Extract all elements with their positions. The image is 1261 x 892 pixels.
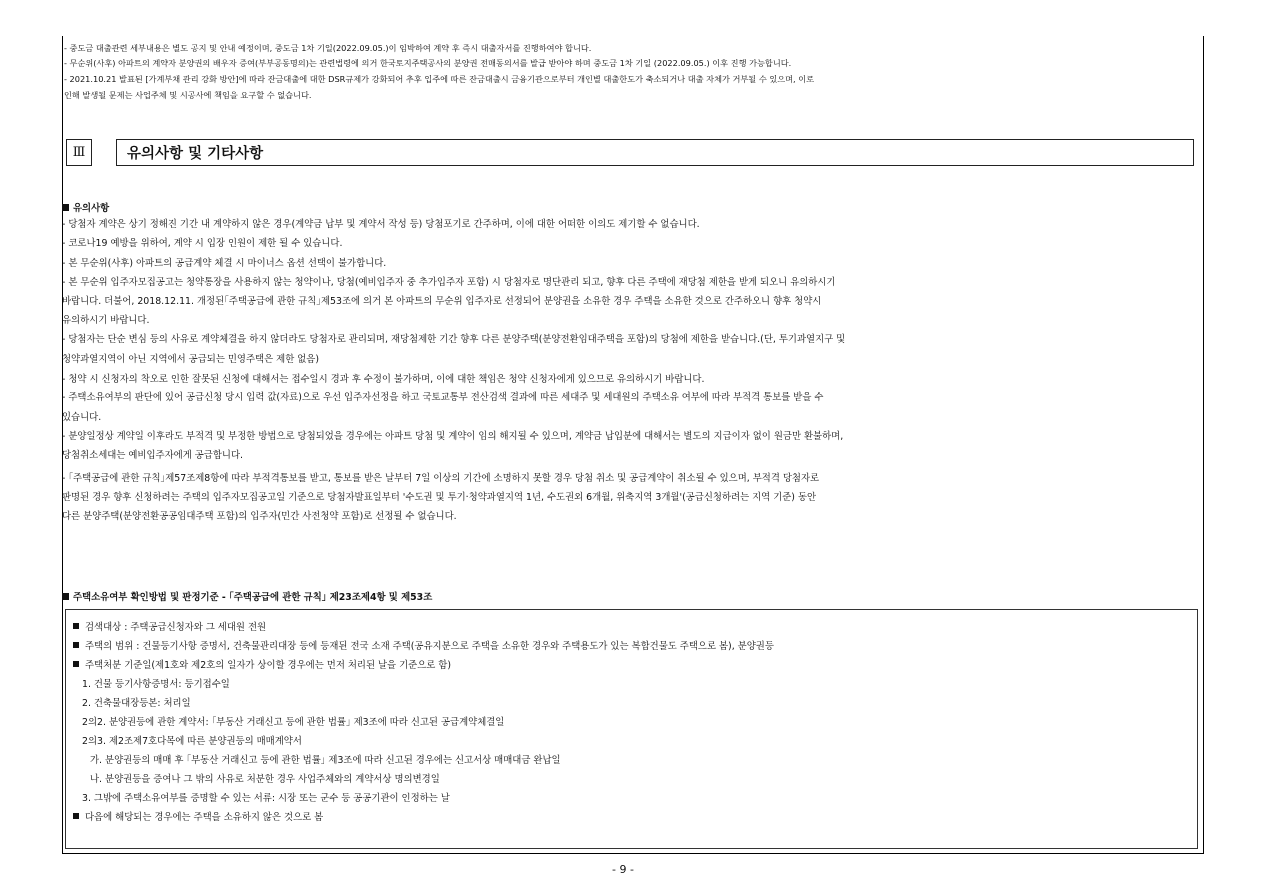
- caution-line: - 본 무순위 입주자모집공고는 청약통장을 사용하지 않는 청약이나, 당첨(예비입주자 중 추가입주자 포함) 시 당첨자로 명단관리 되고, 향후 다른 주택에 재당첨 제한을 받게 되오니 유의하시기: [62, 277, 836, 288]
- criteria-line: 주택처분 기준일(제1호와 제2호의 일자가 상이할 경우에는 먼저 처리된 날을 기준으로 함): [73, 657, 451, 671]
- caution-line: 당첨취소세대는 예비입주자에게 공급합니다.: [62, 450, 244, 461]
- caution-line: 유의하시기 바랍니다.: [62, 315, 150, 326]
- top-note-line: 인해 발생될 문제는 사업주체 및 시공사에 책임을 요구할 수 없습니다.: [64, 90, 312, 100]
- caution-line: 바랍니다. 더불어, 2018.12.11. 개정된｢주택공급에 관한 규칙｣제53조에 의거 본 아파트의 무순위 입주자로 선정되어 분양권을 소유한 경우 주택을 소유한 것으로 간주하오니 향후 청약시: [62, 296, 822, 307]
- square-bullet-icon: [73, 813, 79, 819]
- caution-line: - 청약 시 신청자의 착오로 인한 잘못된 신청에 대해서는 접수일시 경과 후 수정이 불가하며, 이에 대한 책임은 청약 신청자에게 있으므로 유의하시기 바랍니다.: [62, 374, 705, 385]
- caution-line: 판명된 경우 향후 신청하려는 주택의 입주자모집공고일 기준으로 당첨자발표일부터 '수도권 및 투기·청약과열지역 1년, 수도권외 6개월, 위축지역 3개월'(공급신청하려는 지역 기준) 동안: [62, 492, 817, 503]
- caution-line: - 코로나19 예방을 위하여, 계약 시 입장 인원이 제한 될 수 있습니다.: [62, 238, 343, 249]
- cautions-heading: 유의사항: [62, 200, 109, 214]
- top-note-line: - 중도금 대출관련 세부내용은 별도 공지 및 안내 예정이며, 중도금 1차 기일(2022.09.05.)이 임박하여 계약 후 즉시 대출자서를 진행하여야 합니다.: [64, 43, 592, 53]
- square-bullet-icon: [62, 593, 69, 600]
- caution-line: - 본 무순위(사후) 아파트의 공급계약 체결 시 마이너스 옵션 선택이 불가합니다.: [62, 258, 387, 269]
- ownership-heading: 주택소유여부 확인방법 및 판정기준 - ｢주택공급에 관한 규칙｣ 제23조제4항 및 제53조: [62, 589, 432, 603]
- square-bullet-icon: [62, 204, 69, 211]
- section-number: Ⅲ: [66, 139, 92, 166]
- caution-line: - 당첨자 계약은 상기 정해진 기간 내 계약하지 않은 경우(계약금 납부 및 계약서 작성 등) 당첨포기로 간주하며, 이에 대한 어떠한 이의도 제기할 수 없습니다.: [62, 219, 700, 230]
- top-note-line: - 무순위(사후) 아파트의 계약자 분양권의 배우자 증여(부부공동명의)는 관련법령에 의거 한국토지주택공사의 분양권 전매동의서를 발급 받아야 하며 중도금 1차 기일 (2022.09.05.) 이후 진행 가능합니다.: [64, 58, 792, 68]
- page-number: - 9 -: [612, 863, 634, 876]
- caution-line: - ｢주택공급에 관한 규칙｣제57조제8항에 따라 부적격통보를 받고, 통보를 받은 날부터 7일 이상의 기간에 소명하지 못할 경우 당첨 취소 및 공급계약이 취소될 수 있으며, 부적격 당첨자로: [62, 473, 820, 484]
- caution-line: - 분양일정상 계약일 이후라도 부적격 및 부정한 방법으로 당첨되었을 경우에는 아파트 당첨 및 계약이 임의 해지될 수 있으며, 계약금 납입분에 대해서는 별도의 지급이자 없이 원금만 환불하며,: [62, 431, 844, 442]
- section-title: 유의사항 및 기타사항: [116, 139, 1194, 166]
- caution-line: 청약과열지역이 아닌 지역에서 공급되는 민영주택은 제한 없음): [62, 354, 320, 365]
- caution-line: 다른 분양주택(분양전환공공임대주택 포함)의 입주자(민간 사전청약 포함)로 선정될 수 없습니다.: [62, 511, 457, 522]
- top-note-line: - 2021.10.21 발표된 [가계부채 관리 강화 방안]에 따라 잔금대출에 대한 DSR규제가 강화되어 추후 입주에 따른 잔금대출시 금융기관으로부터 개인별 대출한도가 축소되거나 대출 자체가 거부될 수 있으며, 이로: [64, 74, 815, 84]
- caution-line: - 당첨자는 단순 변심 등의 사유로 계약체결을 하지 않더라도 당첨자로 관리되며, 재당첨제한 기간 향후 다른 분양주택(분양전환임대주택을 포함)의 당첨에 제한을 받습니다.(단, 투기과열지구 및: [62, 334, 846, 345]
- caution-line: 있습니다.: [62, 412, 102, 423]
- criteria-line: 나. 분양권등을 증여나 그 밖의 사유로 처분한 경우 사업주체와의 계약서상 명의변경일: [90, 774, 440, 785]
- caution-line: - 주택소유여부의 판단에 있어 공급신청 당시 입력 값(자료)으로 우선 입주자선정을 하고 국토교통부 전산검색 결과에 따른 세대주 및 세대원의 주택소유 여부에 따라 부적격 통보를 받을 수: [62, 392, 824, 403]
- criteria-line: 2의3. 제2조제7호다목에 따른 분양권등의 매매계약서: [82, 736, 302, 747]
- ownership-criteria-box: [65, 609, 1198, 849]
- criteria-line: 2. 건축물대장등본: 처리일: [82, 698, 191, 709]
- criteria-line: 2의2. 분양권등에 관한 계약서: ｢부동산 거래신고 등에 관한 법률｣ 제3조에 따라 신고된 공급계약체결일: [82, 717, 505, 728]
- criteria-line: 검색대상 : 주택공급신청자와 그 세대원 전원: [73, 619, 266, 633]
- criteria-line: 1. 건물 등기사항증명서: 등기접수일: [82, 679, 230, 690]
- criteria-line: 가. 분양권등의 매매 후 ｢부동산 거래신고 등에 관한 법률｣ 제3조에 따라 신고된 경우에는 신고서상 매매대금 완납일: [90, 755, 561, 766]
- square-bullet-icon: [73, 642, 79, 648]
- square-bullet-icon: [73, 623, 79, 629]
- criteria-line: 3. 그밖에 주택소유여부를 증명할 수 있는 서류: 시장 또는 군수 등 공공기관이 인정하는 날: [82, 793, 450, 804]
- square-bullet-icon: [73, 661, 79, 667]
- criteria-line: 다음에 해당되는 경우에는 주택을 소유하지 않은 것으로 봄: [73, 809, 323, 823]
- criteria-line: 주택의 범위 : 건물등기사항 증명서, 건축물관리대장 등에 등재된 전국 소재 주택(공유지분으로 주택을 소유한 경우와 주택용도가 있는 복합건물도 주택으로 봄), 분양권등: [73, 638, 774, 652]
- section-header: [62, 139, 1198, 168]
